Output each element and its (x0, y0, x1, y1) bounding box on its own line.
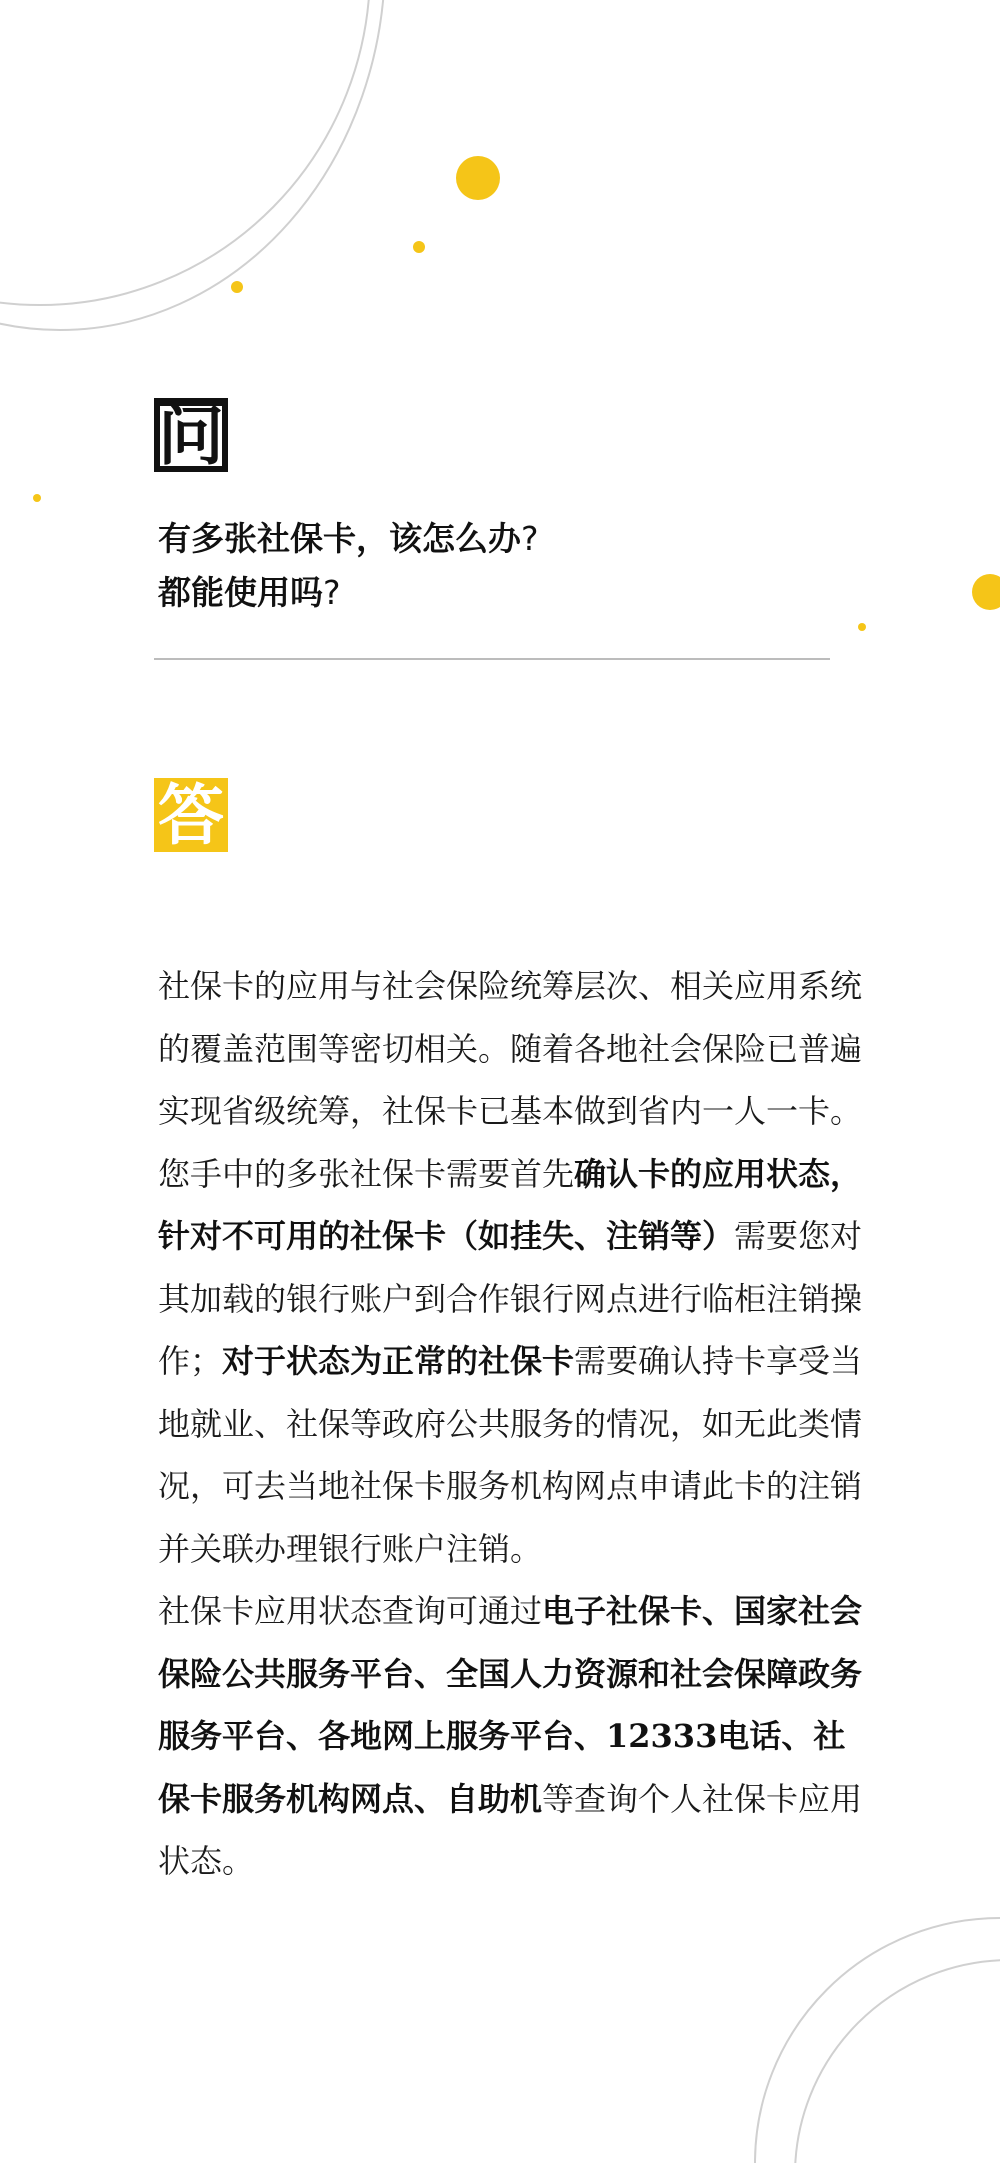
yellow-dot-large-icon (456, 156, 500, 200)
yellow-dot-edge-icon (972, 574, 1000, 610)
question-line-1-text: 有多张社保卡，该怎么办 (158, 519, 521, 558)
answer-paragraph-1: 社保卡的应用与社会保险统筹层次、相关应用系统的覆盖范围等密切相关。随着各地社会保险已普遍实现省级统筹，社保卡已基本做到省内一人一卡。 (158, 967, 863, 1130)
question-line-2 (158, 566, 858, 620)
answer-marker-text: 答 (158, 776, 224, 854)
answer-marker-icon (154, 778, 228, 852)
bottom-arc-outer-icon (755, 1918, 1000, 2163)
answer-text: 您手中的多张社保卡需要首先 (158, 1154, 575, 1193)
answer-text: 等查询个人社保卡应用状态。 (158, 1779, 863, 1880)
answer-emphasis: 电子社保卡、国家社会保险公共服务平台、全国人力资源和社会保障政务服务平台、各地网上服务平台、12333电话、社保卡服务机构网点、自助机 (158, 1592, 863, 1818)
answer-emphasis: 对于状态为正常的社保卡 (222, 1342, 575, 1380)
answer-text: 社保卡应用状态查询可通过 (158, 1592, 543, 1630)
yellow-dot-small-icon (231, 281, 243, 293)
question-mark: ? (521, 519, 539, 558)
question-marker-icon (154, 398, 228, 472)
yellow-dot-tiny-icon (33, 494, 41, 502)
answer-paragraph-2 (158, 1143, 870, 1581)
top-arc-inner-icon (0, 0, 370, 305)
yellow-dot-small-icon (413, 241, 425, 253)
question-line-2-text: 都能使用吗 (158, 573, 323, 612)
answer-body (158, 955, 870, 1893)
bottom-arc-inner-icon (795, 1960, 1000, 2163)
answer-text: 需要您对其加载的银行账户到合作银行网点进行临柜注销操作； (158, 1217, 863, 1380)
answer-emphasis: 确认卡的应用状态，针对不可用的社保卡（如挂失、注销等） (158, 1154, 863, 1255)
question-mark: ? (323, 573, 341, 612)
question-marker-text: 问 (158, 396, 224, 474)
yellow-dot-tiny-icon (858, 623, 866, 631)
top-arc-outer-icon (0, 0, 385, 330)
question-line-1 (158, 512, 858, 566)
section-divider (154, 658, 830, 660)
answer-text: 需要确认持卡享受当地就业、社保等政府公共服务的情况，如无此类情况，可去当地社保卡服务机构网点申请此卡的注销并关联办理银行账户注销。 (158, 1342, 863, 1568)
question-heading (158, 512, 858, 620)
answer-paragraph-3 (158, 1580, 870, 1893)
